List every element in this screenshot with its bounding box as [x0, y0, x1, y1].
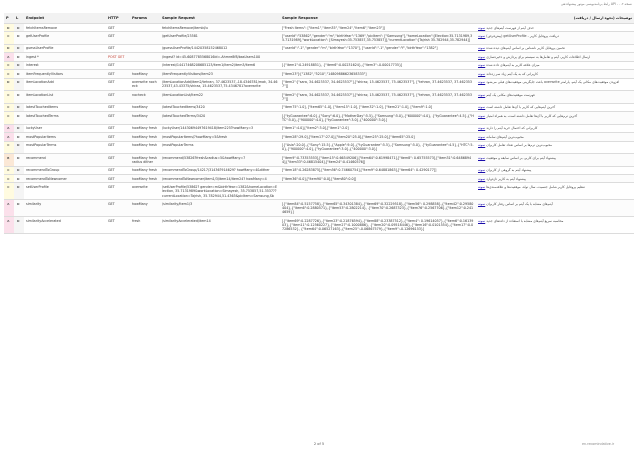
table-row	[4, 103, 634, 111]
level-badge: D	[17, 126, 20, 131]
sample-link[interactable]: نمونه	[478, 25, 486, 30]
sample-request: /setUserProfile/53862? gender=m&birthYear=1382&homeLocation=Election, 35.7131989&workLocation=Simayesh, 35.753857,51.3537??currentLocation=Tajrish, 35.782944,51.4365&picItem=Samsung,Sb	[160, 183, 280, 200]
description-cell	[476, 124, 634, 132]
table-row	[4, 133, 634, 141]
params-list: howMany fresh	[130, 141, 160, 154]
http-method: GET	[106, 70, 130, 78]
level-cell	[14, 154, 24, 167]
sample-response: ["item18":0.26283875],["item56":0.74660754],["item9":0.64881863],["item64": 0.4290177]]	[280, 166, 476, 174]
level-cell	[14, 53, 24, 61]
sample-response: ["item75":1.0], ["item65":1.0], ["item15":1.0], ["item32":1.0], ["item21":1.0], ["item9":1.0]	[280, 103, 476, 111]
sample-link[interactable]: نمونه	[478, 184, 486, 189]
sample-request: /interest/14417468208685123/item1/item2/item3/item6	[160, 61, 280, 69]
sample-link[interactable]: نمونه	[478, 105, 486, 110]
table-row	[4, 183, 634, 200]
sample-request: /itemFrequentlyVisitors/item23	[160, 70, 280, 78]
priority-badge: A	[7, 134, 10, 139]
priority-badge: C	[7, 33, 10, 38]
sample-response: [{"Asia":20.0},{"Sony":15.5},{"Apple":9.0},{"tyGuarantee":5.5},{"Samsung":5.0}, {"tyGuarantee":4.5},{"HTC":5.0},{"900000":4.0},{"tyGuarantee":3.0},{"400000":3.0}]	[280, 141, 476, 154]
sample-request: fetchItemsRemove/itemId/u	[160, 24, 280, 32]
params-list	[130, 24, 160, 32]
priority-cell	[4, 112, 14, 125]
description-cell	[476, 112, 634, 125]
header-description: توضیحات (نحوه ارسال / دریافت)	[476, 13, 634, 24]
api-endpoint-table	[4, 13, 634, 234]
level-badge: D	[17, 92, 20, 97]
table-row	[4, 91, 634, 104]
params-list: overwrite nocheck	[130, 78, 160, 91]
sample-response: ["item36":0.0],["item90":0.0],["item80":0.0]]	[280, 175, 476, 183]
description-cell	[476, 154, 634, 167]
header-sample-request: Sample Request	[160, 13, 280, 24]
description-text: تخمین پروفایل کاربر ناشناس بر اساس آیتم‌های دیده شده	[486, 46, 565, 51]
http-method: GET	[106, 78, 130, 91]
endpoint-name: guessUserProfile	[24, 44, 106, 52]
sample-request: /latestTouchedTerms/3420	[160, 112, 280, 125]
description-text: آخرین ترم‌هایی که کاربر با آن‌ها تعامل داشته است، به همراه امتیاز	[486, 113, 578, 118]
params-list	[130, 53, 160, 61]
params-list: overwrite	[130, 183, 160, 200]
params-list	[130, 44, 160, 52]
http-method: GET	[106, 124, 130, 132]
endpoint-name: luckyUser	[24, 124, 106, 132]
sample-response: [{"item1":0.24918851}, {"item6":0.00231624},{"item3":-0.00017735}]	[280, 61, 476, 69]
sample-link[interactable]: نمونه	[478, 63, 486, 68]
sample-link[interactable]: نمونه	[478, 92, 486, 97]
level-cell	[14, 166, 24, 174]
sample-link[interactable]: نمونه	[478, 33, 486, 38]
sample-request: /luckyUser/14430694497619418/item225?howMany=3	[160, 124, 280, 132]
http-method: GET	[106, 175, 130, 183]
sample-request: /recommendToGroup/14217/31436?914629? howMany=4&dither	[160, 166, 280, 174]
priority-badge: B	[7, 155, 10, 160]
priority-cell	[4, 183, 14, 200]
sample-request: /recommendToNewcomer/item1/3/item14/item24? howMany=4	[160, 175, 280, 183]
endpoint-name: itemFrequentlyVisitors	[24, 70, 106, 78]
params-list	[130, 32, 160, 45]
http-method: GET	[106, 44, 130, 52]
description-text: کاربرانی که به یک آیتم زیاد سر زده‌اند	[486, 71, 538, 76]
priority-badge: C	[7, 143, 10, 147]
description-text: آیتم‌های مشابه با یک آیتم بر اساس رفتار کاربران	[486, 201, 553, 206]
sample-link[interactable]: نمونه	[478, 54, 486, 59]
http-method: GET	[106, 133, 130, 141]
http-method: GET	[106, 112, 130, 125]
table-header-row	[4, 13, 634, 24]
http-method: GET	[106, 91, 130, 104]
level-cell	[14, 78, 24, 91]
sample-response: ["Fresh Items": ["item1","item35","item24","item6","item23"]]	[280, 24, 476, 32]
sample-link[interactable]: نمونه	[478, 80, 486, 85]
sample-request: /similarity/item1/3	[160, 200, 280, 217]
level-cell	[14, 32, 24, 45]
sample-response: ["item1":4.0],["item2":3.0],["item1":2.0]	[280, 124, 476, 132]
endpoint-name: similarityAccelerated	[24, 217, 106, 234]
level-badge: D	[17, 134, 20, 139]
sample-link[interactable]: نمونه	[478, 126, 486, 131]
footer-url: en.recomindative.ir	[582, 442, 615, 446]
level-cell	[14, 133, 24, 141]
level-badge: D	[17, 105, 20, 110]
priority-badge: C	[7, 168, 10, 173]
priority-cell	[4, 166, 14, 174]
priority-cell	[4, 103, 14, 111]
priority-badge: C	[7, 184, 10, 189]
document-title: رابط برنامه‌نویسی موتور پیشنهاددهی API - نسخه ۰.۲	[560, 2, 632, 6]
level-cell	[14, 112, 24, 125]
level-badge: D	[17, 168, 20, 173]
params-list: howMany	[130, 70, 160, 78]
description-cell	[476, 70, 634, 78]
table-row	[4, 166, 634, 174]
table-row	[4, 24, 634, 32]
priority-cell	[4, 124, 14, 132]
endpoint-name: itemLocationList	[24, 91, 106, 104]
level-badge: D	[17, 63, 20, 68]
sample-link[interactable]: نمونه	[478, 113, 486, 118]
sample-request: /mostPopularItems/?howMany=5&fresh	[160, 133, 280, 141]
http-method: GET	[106, 103, 130, 111]
description-text: پیشنهاد آیتم برای کاربر، بر اساس سابقه و موقعیت	[486, 155, 556, 160]
endpoint-name: latestTouchedItems	[24, 103, 106, 111]
http-method: GET	[106, 141, 130, 154]
priority-cell	[4, 61, 14, 69]
priority-cell	[4, 53, 14, 61]
header-p: P	[4, 13, 14, 24]
priority-cell	[4, 141, 14, 154]
endpoint-name: ingest *	[24, 53, 106, 61]
level-badge: D	[17, 46, 20, 51]
params-list: howMany	[130, 112, 160, 125]
level-cell	[14, 200, 24, 217]
description-text: محبوب‌ترین آیتم‌های سامانه	[486, 134, 524, 139]
sample-response: [{"item69":0.2287726},{"item23":0.21876594},{"item88":0.23387512},{"item4": 0.19614057},{"item6":0.1613903},{"item11":0.12560227},{"item27":0.1000886}, {"item20":0.09518446},{"item16":0.0101554},{"item17":0.07286532}, {"item64":0.06527163},{"item25":-0.06867579},{"item9":-0.12696153}]	[280, 217, 476, 234]
sample-link[interactable]: نمونه	[478, 201, 486, 206]
description-text: محاسبه سریع آیتم‌های مشابه با استفاده از داده‌های جدید	[486, 218, 564, 223]
table-row	[4, 124, 634, 132]
sample-request: /ingest? id=45-6087785568016id=-Ahmre8f8/basUsers100	[160, 53, 280, 61]
sample-request: /mostPopularTerms	[160, 141, 280, 154]
level-badge: D	[17, 71, 20, 76]
level-badge: D	[17, 184, 20, 189]
http-method: POST GET	[106, 53, 130, 61]
priority-cell	[4, 200, 14, 217]
sample-response: ["item28":29.0],["item17":27.0],["item20":25.0],["item25":25.0],["item65":25.0]	[280, 133, 476, 141]
description-cell	[476, 175, 634, 183]
table-row	[4, 44, 634, 52]
sample-link[interactable]: نمونه	[478, 143, 486, 147]
priority-badge: A	[7, 126, 10, 131]
sample-response: ["userId":"53862","gender":"m","birthYear":"1369","picItem": ["Samsung"],"homeLocation":[Election:35.7131989,35.7131989],"workLocation": [Simayesh:35.753857,35.753857]],"currentLocation":[Tajrish 35.782944,35.782944]]	[280, 32, 476, 45]
description-cell	[476, 217, 634, 234]
endpoint-name: getUserProfile	[24, 32, 106, 45]
level-cell	[14, 175, 24, 183]
http-method: GET	[106, 166, 130, 174]
endpoint-name: itemLocationAdd	[24, 78, 106, 91]
endpoint-name: fetchItemsRemove	[24, 24, 106, 32]
endpoint-name: interest	[24, 61, 106, 69]
level-badge: D	[17, 33, 20, 38]
endpoint-name: mostPopularTerms	[24, 141, 106, 154]
priority-badge: C	[7, 105, 10, 110]
http-method: GET	[106, 154, 130, 167]
sample-link[interactable]: نمونه	[478, 176, 486, 181]
table-row	[4, 78, 634, 91]
description-text: افزودن موقعیت‌های مکانی یک آیتم. پارامتر overwrite باعث جایگزینی موقعیت‌های قبلی می‌شود	[486, 80, 620, 85]
sample-request: /similarityAccelerated/item14	[160, 217, 280, 234]
sample-request: /itemLocationAdd/item2/tehran, 37.4623537,-18.4346781/mak, 34.4623537,43.43375/shiraz, 15.4623537,75.4346781?overwrite	[160, 78, 280, 91]
sample-link[interactable]: نمونه	[478, 155, 486, 160]
sample-response: [{"item84":0.5157758},{"item65":0.34301384},{"item69":0.32229518},{"item56": 0.298858},{"item42":0.29580404},{"item6":0.2880571},{"item53":0.2802214}, {"item70":0.2687323},{"item76":0.2567706},{"item12":0.2414659}]	[280, 200, 476, 217]
description-cell	[476, 32, 634, 45]
level-cell	[14, 44, 24, 52]
description-text: ارسال اطلاعات کاربر، آیتم و تعامل‌ها به سیستم برای پردازش و ذخیره‌سازی	[486, 54, 591, 59]
description-text: محبوب‌ترین ترم‌ها بر اساس تعداد تعامل کاربران	[486, 143, 553, 147]
http-method: GET	[106, 217, 130, 234]
description-cell	[476, 166, 634, 174]
priority-cell	[4, 44, 14, 52]
priority-cell	[4, 70, 14, 78]
level-badge: D	[17, 218, 20, 223]
level-badge: D	[17, 113, 20, 118]
description-cell	[476, 141, 634, 154]
description-cell	[476, 200, 634, 217]
priority-badge: A	[7, 218, 10, 223]
params-list: howMany fresh radius dither	[130, 154, 160, 167]
header-sample-response: Sample Response	[280, 13, 476, 24]
level-cell	[14, 24, 24, 32]
level-cell	[14, 183, 24, 200]
level-cell	[14, 141, 24, 154]
http-method: GET	[106, 24, 130, 32]
sample-link[interactable]: نمونه	[478, 46, 486, 51]
description-text: تنظیم پروفایل کاربر شامل جنسیت، سال تولد، موقعیت‌ها و علاقه‌مندی‌ها	[486, 184, 585, 189]
priority-badge: A	[7, 201, 10, 206]
priority-cell	[4, 154, 14, 167]
endpoint-name: recommendToGroup	[24, 166, 106, 174]
sample-response: [{"tyGuarantee":6.0},{"Sony":6.0},{"MotherDay":5.5},{"Samsung":5.0},{"600000":4.0}, {"tyGuarantee":4.5},{"HTC":5.0},{"900000":4.0},{"tyGuarantee":3.0},{"400000":3.0}]	[280, 112, 476, 125]
description-text: کاربرانی که احتمال خرید آیتم را دارند	[486, 126, 538, 131]
priority-cell	[4, 217, 14, 234]
level-badge: D	[17, 201, 20, 206]
table-row	[4, 141, 634, 154]
description-text: دریافت پروفایل کاربر - getUserProfile (پیش‌فرض)	[486, 33, 559, 38]
description-cell	[476, 78, 634, 91]
priority-cell	[4, 133, 14, 141]
description-text: حذف آیتم از فهرست آیتم‌های جدید	[486, 25, 534, 30]
sample-request: /guessUserProfile/14420358152468012	[160, 44, 280, 52]
description-cell	[476, 183, 634, 200]
http-method: GET	[106, 32, 130, 45]
description-cell	[476, 103, 634, 111]
priority-cell	[4, 78, 14, 91]
table-row	[4, 70, 634, 78]
params-list: fresh	[130, 217, 160, 234]
http-method: GET	[106, 200, 130, 217]
table-row	[4, 217, 634, 234]
description-text: پیشنهاد آیتم به کاربر تازه‌وارد	[486, 176, 526, 181]
table-row	[4, 112, 634, 125]
sample-link[interactable]: نمونه	[478, 168, 486, 173]
header-endpoint: Endpoint	[24, 13, 106, 24]
sample-link[interactable]: نمونه	[478, 134, 486, 139]
description-text: فهرست موقعیت‌های مکانی یک آیتم	[486, 92, 535, 97]
sample-request: /recommend/53826?fresh&radius=5&howMany=7	[160, 154, 280, 167]
params-list: howMany fresh	[130, 124, 160, 132]
params-list: howMany fresh	[130, 166, 160, 174]
table-row	[4, 200, 634, 217]
params-list	[130, 61, 160, 69]
priority-cell	[4, 91, 14, 104]
header-l: L	[14, 13, 24, 24]
description-text: میزان علاقه کاربر به آیتم‌های داده شده	[486, 63, 540, 68]
params-list: howMany fresh	[130, 133, 160, 141]
sample-link[interactable]: نمونه	[478, 218, 486, 223]
description-text: آخرین آیتم‌هایی که کاربر با آن‌ها تعامل داشته است	[486, 105, 556, 110]
level-badge: D	[17, 25, 20, 30]
table-row	[4, 32, 634, 45]
description-cell	[476, 133, 634, 141]
header-params: Params	[130, 13, 160, 24]
http-method: GET	[106, 183, 130, 200]
level-badge: D	[17, 176, 20, 181]
sample-request: /getUserProfile/23581	[160, 32, 280, 45]
page-number: 2 of 5	[313, 442, 325, 446]
priority-badge: D	[7, 80, 10, 85]
priority-badge: D	[7, 46, 10, 51]
page-header	[0, 2, 638, 8]
priority-badge: D	[7, 25, 10, 30]
priority-badge: A	[7, 54, 10, 59]
level-badge: D	[17, 143, 20, 147]
priority-badge: C	[7, 113, 10, 118]
level-cell	[14, 70, 24, 78]
sample-request: /latestTouchedItems/3420	[160, 103, 280, 111]
priority-badge: C	[7, 63, 10, 68]
table-row	[4, 53, 634, 61]
description-text: پیشنهاد آیتم به گروهی از کاربران	[486, 168, 532, 173]
level-cell	[14, 217, 24, 234]
sample-response: ["item2":["sara, 34.4623537, 34.4623537"],["shiraz, 15.4623537, 75.4623537"], ["tehran, 37.4623537, 37.4623537"]]	[280, 91, 476, 104]
level-badge: D	[17, 155, 20, 160]
sample-response: ["item9":0.73353553],["item15":0.66549206],["item64":0.61998471],["item8": 0.65755573],["item31":0.64868944],["item33":0.46815404],["item24":0.41460576]]	[280, 154, 476, 167]
endpoint-name: recommendToNewcomer	[24, 175, 106, 183]
priority-badge: C	[7, 176, 10, 181]
endpoint-name: similarity	[24, 200, 106, 217]
header-http: HTTP	[106, 13, 130, 24]
params-list: howMany	[130, 200, 160, 217]
priority-cell	[4, 24, 14, 32]
description-cell	[476, 44, 634, 52]
http-method: GET	[106, 61, 130, 69]
description-cell	[476, 24, 634, 32]
level-cell	[14, 91, 24, 104]
endpoint-name: recommend	[24, 154, 106, 167]
sample-response: ["item23"]:["1382","5210","14809886623658333"]	[280, 70, 476, 78]
endpoint-name: latestTouchedTerms	[24, 112, 106, 125]
level-cell	[14, 103, 24, 111]
level-cell	[14, 124, 24, 132]
level-badge: D	[17, 80, 20, 85]
description-cell	[476, 61, 634, 69]
params-list: howMany fresh	[130, 175, 160, 183]
sample-response: ["userId":"-1","gender":"m","birthYear":"1370"], ["userId":"-1","gender":"f","birthYear":"1382"]	[280, 44, 476, 52]
table-row	[4, 154, 634, 167]
sample-link[interactable]: نمونه	[478, 71, 486, 76]
sample-response	[280, 53, 476, 61]
table-row	[4, 175, 634, 183]
priority-badge: C	[7, 71, 10, 76]
sample-response	[280, 183, 476, 200]
level-cell	[14, 61, 24, 69]
sample-response: ["item2":["sara, 34.4623537, 34.4623537"],["shiraz, 15.4623537, 75.4623537"], ["tehran, 37.4623537, 37.4623537"]]	[280, 78, 476, 91]
priority-cell	[4, 32, 14, 45]
description-cell	[476, 91, 634, 104]
priority-badge: C	[7, 92, 10, 97]
endpoint-name: mostPopularItems	[24, 133, 106, 141]
sample-request: /itemLocationList/item22	[160, 91, 280, 104]
params-list: howMany	[130, 103, 160, 111]
params-list: nocheck	[130, 91, 160, 104]
table-row	[4, 61, 634, 69]
endpoint-name: setUserProfile	[24, 183, 106, 200]
level-badge: D	[17, 54, 20, 59]
priority-cell	[4, 175, 14, 183]
description-cell	[476, 53, 634, 61]
